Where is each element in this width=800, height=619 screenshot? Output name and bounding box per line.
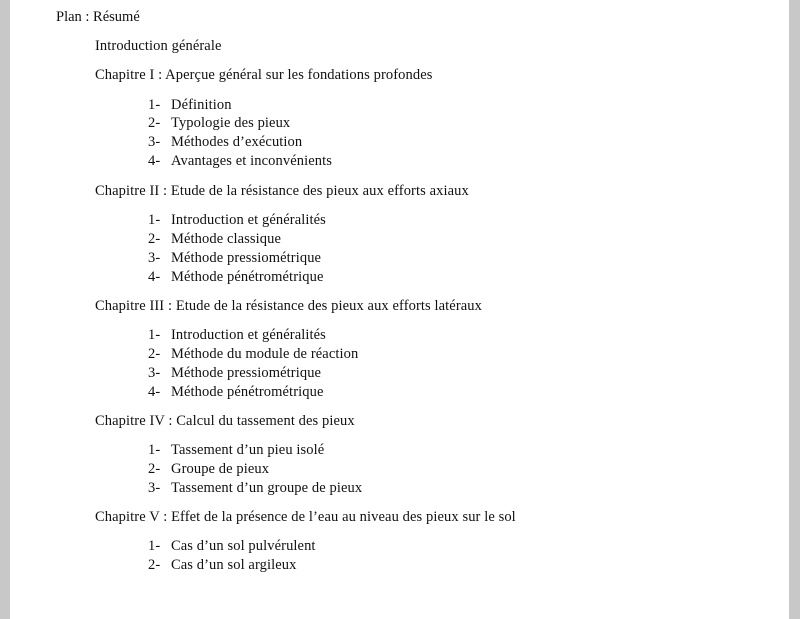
chapter-4-heading: Chapitre IV : Calcul du tassement des pieux — [95, 413, 355, 429]
list-item-text: Méthode pressiométrique — [171, 365, 322, 381]
list-item-text: Groupe de pieux — [171, 461, 270, 477]
list-item — [148, 346, 358, 363]
list-item-text: Typologie des pieux — [171, 115, 291, 131]
list-item — [148, 153, 332, 170]
list-item-number: 2- — [148, 346, 161, 362]
list-item-number: 3- — [148, 250, 161, 266]
list-item — [148, 212, 326, 229]
list-item — [148, 557, 296, 574]
list-item-text: Avantages et inconvénients — [171, 153, 332, 169]
list-item — [148, 442, 324, 459]
list-item-number: 3- — [148, 480, 161, 496]
list-item — [148, 269, 323, 286]
list-item-text: Introduction et généralités — [171, 212, 326, 228]
list-item — [148, 538, 316, 555]
list-item-text: Tassement d’un pieu isolé — [171, 442, 325, 458]
list-item — [148, 327, 326, 344]
list-item — [148, 384, 323, 401]
list-item — [148, 231, 281, 248]
page-title: Plan : Résumé — [56, 9, 140, 25]
chapter-3-heading: Chapitre III : Etude de la résistance des pieux aux efforts latéraux — [95, 298, 483, 314]
list-item-text: Méthode du module de réaction — [171, 346, 359, 362]
list-item-number: 4- — [148, 153, 161, 169]
list-item — [148, 461, 269, 478]
list-item-text: Méthode pénétrométrique — [171, 269, 324, 285]
list-item-text: Introduction et généralités — [171, 327, 326, 343]
list-item-text: Méthode classique — [171, 231, 282, 247]
list-item-text: Méthodes d’exécution — [171, 134, 303, 150]
intro-heading: Introduction générale — [95, 38, 222, 54]
list-item-number: 1- — [148, 327, 161, 343]
list-item-number: 3- — [148, 365, 161, 381]
list-item-text: Tassement d’un groupe de pieux — [171, 480, 363, 496]
list-item-number: 2- — [148, 557, 161, 573]
list-item-text: Cas d’un sol argileux — [171, 557, 297, 573]
list-item-text: Définition — [171, 97, 232, 113]
list-item-number: 2- — [148, 461, 161, 477]
chapter-2-heading: Chapitre II : Etude de la résistance des pieux aux efforts axiaux — [95, 183, 469, 199]
list-item-number: 2- — [148, 115, 161, 131]
list-item — [148, 250, 321, 267]
list-item — [148, 134, 302, 151]
list-item — [148, 97, 232, 114]
chapter-5-heading: Chapitre V : Effet de la présence de l’eau au niveau des pieux sur le sol — [95, 509, 516, 525]
document-page — [10, 0, 789, 619]
chapter-1-heading: Chapitre I : Aperçue général sur les fondations profondes — [95, 67, 433, 83]
list-item-number: 3- — [148, 134, 161, 150]
list-item — [148, 115, 290, 132]
list-item-number: 1- — [148, 538, 161, 554]
list-item-number: 4- — [148, 269, 161, 285]
list-item — [148, 365, 321, 382]
list-item-number: 1- — [148, 212, 161, 228]
list-item-text: Cas d’un sol pulvérulent — [171, 538, 316, 554]
list-item-number: 2- — [148, 231, 161, 247]
list-item-text: Méthode pénétrométrique — [171, 384, 324, 400]
list-item-number: 1- — [148, 442, 161, 458]
list-item-text: Méthode pressiométrique — [171, 250, 322, 266]
list-item-number: 1- — [148, 97, 161, 113]
list-item-number: 4- — [148, 384, 161, 400]
list-item — [148, 480, 362, 497]
